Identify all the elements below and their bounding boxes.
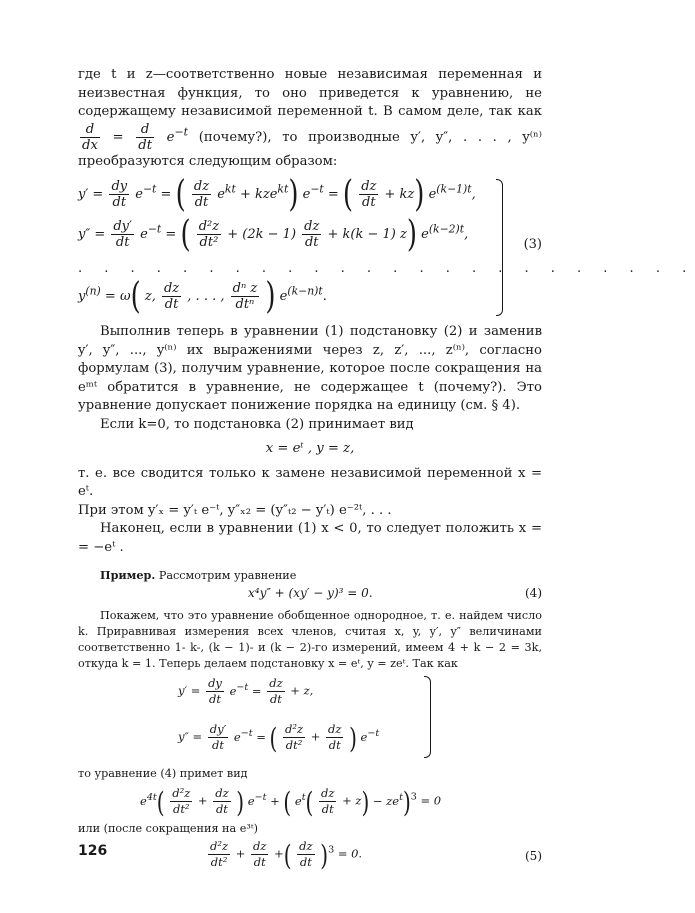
equation-substituted: $e^{4t}$( $\frac{\text{d²z}}{\text{dt²}}$ + $\frac{dz}{dt}$ ) $e^{-t}$ + ( $e^t$( $\frac{dz}{dt}$ + $z) - ze^t)^3 = 0$ <box>140 784 442 819</box>
example-system: y′ = $\frac{dy}{dt}$ $e^{-t}$ = $\frac{dz}{dt}$ + z, y″ = $\frac{dy'}{dt}$ $e^{-t}$ = ( $\frac{\text{d²z}}{\text{dt²}}$ + $\frac{dz}{dt}$ ) $e^{-t}$ <box>78 672 542 766</box>
equation-k-zero: x = eᵗ , y = z, <box>265 441 355 456</box>
paragraph-derivatives: При этом y′ₓ = y′ₜ e⁻ᵗ, y″ₓ₂ = (y″ₜ₂ − y′ₜ) e⁻²ᵗ, . . . <box>78 502 392 518</box>
equation-label-5: (5) <box>525 849 542 863</box>
paragraph-negative-x: Наконец, если в уравнении (1) x < 0, то следует положить x = = −eᵗ . <box>78 521 542 555</box>
right-brace <box>496 179 503 316</box>
equation-5-row: $\frac{\text{d²z}}{\text{dt²}}$ + $\frac{dz}{dt}$ +( $\frac{dz}{dt}$ )$^3$ = 0. (5) <box>210 837 542 872</box>
fraction-d-dt: $\frac{d}{dt}$ <box>138 121 152 153</box>
paragraph-intro: где t и z—соответственно новые независимая переменная и неизвестная функция, то оно приведется к уравнению, не содержащему независимой переменной t. В самом деле, так как $\frac{d}{dx}$ = $\frac{d}{dt}$ $e^{-t}$ (почему?), то производные y′, y″, . . . , y⁽ⁿ⁾ преобразуются следующим образом: <box>78 67 542 169</box>
paragraph-example-analysis: Покажем, что это уравнение обобщенное однородное, т. е. найдем число k. Приравнивая измерения всех членов, считая x, y, y′, y″ величинами соответственно 1- k-, (k − 1)- и (k − 2)-го измерений, имеем 4 + k − 2 = 3k, откуда k = 1. Теперь делаем подстановку x = eᵗ, y = zeᵗ. Так как <box>78 609 542 670</box>
ellipsis-row: . . . . . . . . . . . . . . . . . . . . . . . . <box>78 261 695 276</box>
paragraph-change-variable: т. е. все сводится только к замене независимой переменной x = eᵗ. <box>78 465 542 499</box>
paragraph-substitution: Выполнив теперь в уравнении (1) подстановку (2) и заменив y′, y″, ..., y⁽ⁿ⁾ их выражениями через z, z′, ..., z⁽ⁿ⁾, согласно формулам (3), получим уравнение, которое после сокращения на eᵐᵗ обратится в уравнение, не содержащее t (почему?). Это уравнение допускает понижение порядка на единицу (см. § 4). <box>78 324 542 413</box>
example-heading: Пример. Рассмотрим уравнение <box>100 568 297 582</box>
page-body <box>78 66 695 877</box>
equation-system-3: y′ = $\frac{dy}{dt}$ $e^{-t}$ = ( $\frac{dz}{dt}$ $e^{kt} + kze^{kt}$) $e^{-t}$ = ( $\frac{dz}{dt}$ + kz) $e^{(k-1)t}$, y″ = $\frac{dy'}{dt}$ $e^{-t}$ = ( $\frac{\text{d²z}}{\text{dt²}}$ + (2k − 1) $\frac{dz}{dt}$ + k(k − 1) z) $e^{(k-2)t}$, . . . . . . . . . . . . . . . . . . . . . . . . $y^{(n)} = \omega$( z, $\frac{dz}{dt}$ , . . . , $\frac{\text{dⁿ z}}{\text{dtⁿ}}$ ) $e^{(k-n)t}$. (3) <box>78 173 695 318</box>
equation-label-3: (3) <box>523 237 542 252</box>
paragraph-k-zero: Если k=0, то подстановка (2) принимает вид <box>100 416 414 432</box>
equation-label-4: (4) <box>525 586 542 600</box>
fraction-d-dx: $\frac{d}{dx}$ <box>82 121 98 153</box>
example-brace <box>424 676 431 758</box>
equation-4-row: x⁴y″ + (xy′ − y)³ = 0. (4) <box>248 586 542 600</box>
paragraph-after-cancel: или (после сокращения на e³ᵗ) <box>78 822 258 835</box>
paragraph-equation-becomes: то уравнение (4) примет вид <box>78 767 248 780</box>
page-number: 126 <box>78 843 108 859</box>
